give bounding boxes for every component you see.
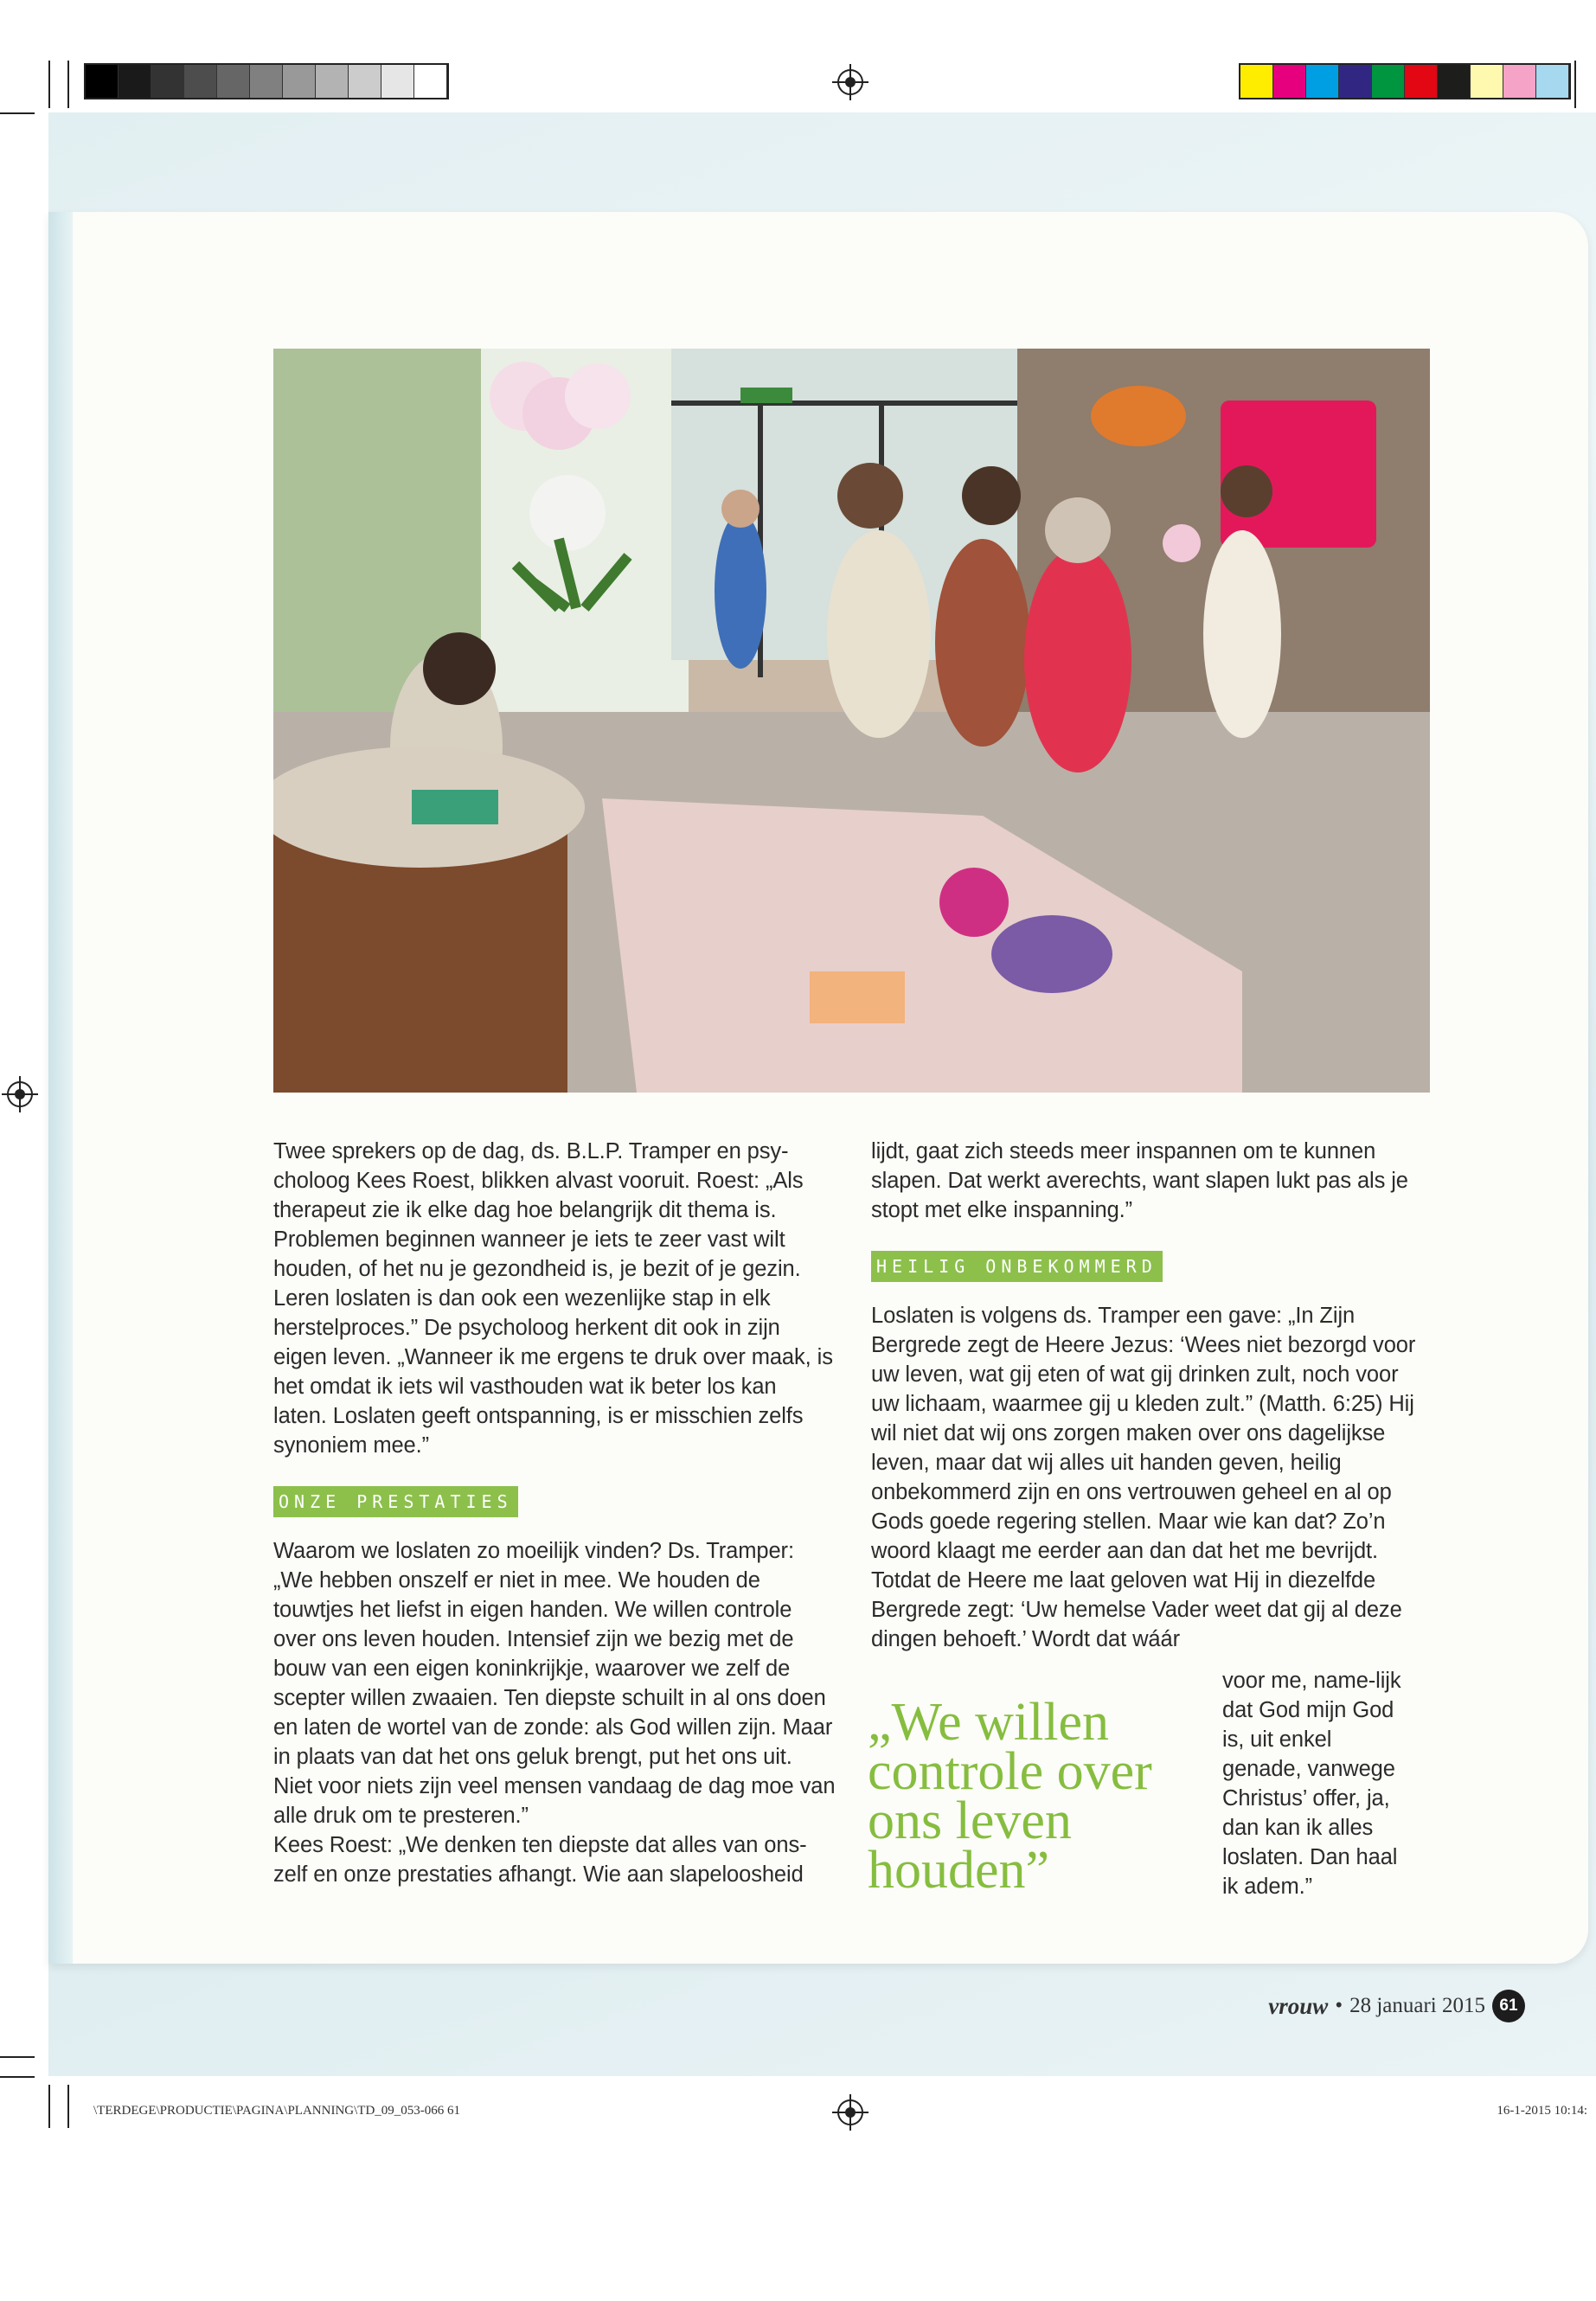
event-photo-illustration <box>273 349 1430 1093</box>
registration-mark-icon <box>7 1081 33 1107</box>
registration-mark-icon <box>837 69 863 95</box>
page-footer <box>1268 1990 1525 2022</box>
color-swatch <box>316 65 349 98</box>
footer-separator: • <box>1335 1994 1343 2017</box>
color-swatch <box>86 65 119 98</box>
color-swatch <box>1273 65 1306 98</box>
registration-mark-icon <box>837 2099 863 2125</box>
body-paragraph: lijdt, gaat zich steeds meer inspannen om te kunnen slapen. Dat werkt averechts, want slapen lukt pas als je stopt met elke inspanning.” <box>871 1139 1408 1222</box>
color-swatch <box>283 65 316 98</box>
color-swatch <box>1405 65 1438 98</box>
color-swatch <box>1536 65 1569 98</box>
crop-mark <box>48 61 50 108</box>
body-paragraph: Waarom we loslaten zo moeilijk vinden? Ds. Tramper: „We hebben onszelf er niet in mee. We houden de touwtjes het liefst in eigen handen. We willen controle over ons leven houden. Intensief zijn we bezig met de bouw van een eigen koninkrijkje, waarover we zelf de scepter willen zwaaien. Ten diepste schuilt in al ons doen en laten de wortel van de zonde: als God willen zijn. Maar in plaats van dat het ons geluk brengt, put het ons uit. Niet voor niets zijn veel mensen vandaag de dag moe van alle druk om te presteren.” <box>273 1539 836 1828</box>
grayscale-bar <box>84 63 449 99</box>
body-paragraph: Twee sprekers op de dag, ds. B.L.P. Tramper en psy-choloog Kees Roest, blikken alvast vooruit. Roest: „Als therapeut zie ik elke dag hoe belangrijk dit thema is. Problemen beginnen wanneer je iets te zeer vast wilt houden, of het nu je gezondheid is, je bezit of je gezin. Leren loslaten is dan ook een wezenlijke stap in elk herstelproces.” De psycholoog herkent dit ook in zijn eigen leven. „Wanneer ik me ergens te druk over maak, is het omdat ik iets wil vasthouden wat ik beter los kan laten. Loslaten geeft ontspanning, is er misschien zelfs synoniem mee.” <box>273 1139 833 1458</box>
crop-mark <box>67 61 69 108</box>
magazine-brand: vrouw <box>1268 1992 1329 2019</box>
color-swatch <box>184 65 217 98</box>
color-swatch <box>151 65 184 98</box>
body-paragraph: Kees Roest: „We denken ten diepste dat alles van ons-zelf en onze prestaties afhangt. Wie aan slapeloosheid <box>273 1833 807 1887</box>
pull-quote: „We willen controle over ons leven houden” <box>868 1693 1152 1900</box>
color-swatch <box>119 65 151 98</box>
section-heading: ONZE PRESTATIES <box>273 1486 518 1517</box>
crop-mark <box>0 2076 35 2078</box>
crop-mark <box>1574 61 1576 108</box>
color-swatch <box>1306 65 1339 98</box>
body-paragraph: Loslaten is volgens ds. Tramper een gave: „In Zijn Bergrede zegt de Heere Jezus: ‘Wees niet bezorgd voor uw leven, wat gij eten of wat gij drinken zult, noch voor uw lichaam, waarmee gij u kleden zult.” (Matth. 6:25) Hij wil niet dat wij ons zorgen maken over ons dagelijkse leven, maar dat wij alles uit handen geven, heilig onbekommerd zijn en ons vertrouwen geheel en al op Gods goede regering stellen. Maar wie kan dat? Zo’n woord klaagt me eerder aan dan dat het me bevrijdt. Totdat de Heere me laat geloven wat Hij in diezelfde Bergrede zegt: ‘Uw hemelse Vader weet dat gij al deze dingen behoeft.’ Wordt dat wáár <box>871 1304 1416 1651</box>
article-column-1 <box>273 1137 836 1889</box>
article-column-2 <box>871 1137 1425 1654</box>
crop-mark <box>0 2056 35 2058</box>
color-swatch <box>250 65 283 98</box>
color-swatch <box>1339 65 1372 98</box>
body-paragraph: voor me, name-lijk dat God mijn God is, uit enkel genade, vanwege Christus’ offer, ja, dan kan ik alles loslaten. Dan haal ik adem.” <box>1222 1669 1401 1899</box>
print-slug-datetime: 16-1-2015 10:14: <box>1497 2104 1587 2118</box>
color-swatch <box>414 65 447 98</box>
page-number: 61 <box>1492 1990 1525 2022</box>
article-column-2-continued <box>1222 1666 1413 1901</box>
event-photo <box>273 349 1430 1093</box>
crop-mark <box>48 2085 50 2128</box>
color-swatch <box>217 65 250 98</box>
color-swatch <box>1438 65 1471 98</box>
section-heading: HEILIG ONBEKOMMERD <box>871 1251 1163 1282</box>
print-slug-path: \TERDEGE\PRODUCTIE\PAGINA\PLANNING\TD_09_053-066 61 <box>93 2104 461 2118</box>
color-swatch <box>1240 65 1273 98</box>
color-swatch <box>1471 65 1503 98</box>
color-bar <box>1239 63 1571 99</box>
issue-date: 28 januari 2015 <box>1349 1994 1485 2017</box>
color-swatch <box>1503 65 1536 98</box>
crop-mark <box>67 2085 69 2128</box>
color-swatch <box>381 65 414 98</box>
color-swatch <box>349 65 381 98</box>
crop-mark <box>0 112 35 114</box>
color-swatch <box>1372 65 1405 98</box>
